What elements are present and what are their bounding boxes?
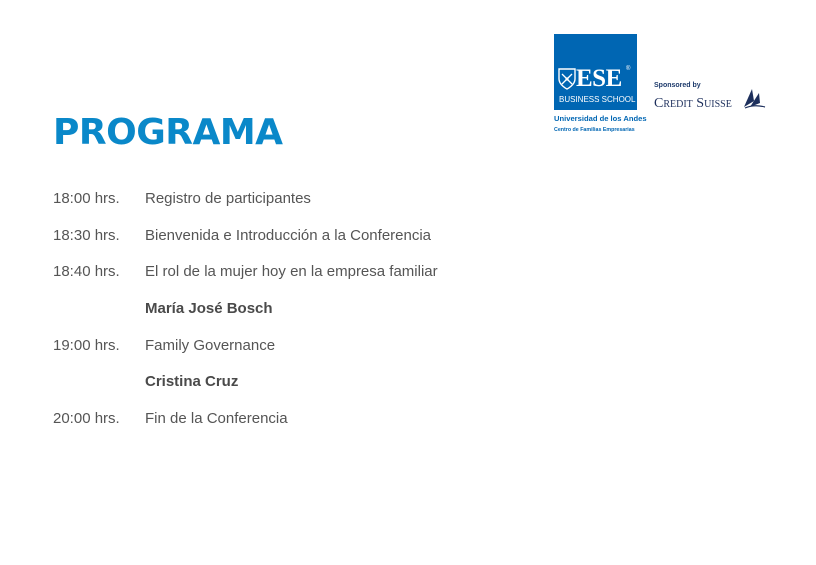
schedule-time: 18:40 hrs. <box>53 263 120 281</box>
credit-suisse-sails-icon <box>742 87 766 109</box>
speaker-name: María José Bosch <box>145 300 273 318</box>
ese-subtitle: BUSINESS SCHOOL <box>559 95 636 104</box>
schedule-desc: Registro de participantes <box>145 190 311 207</box>
schedule-desc: Fin de la Conferencia <box>145 410 288 428</box>
ese-university: Universidad de los Andes <box>554 114 647 123</box>
ese-centro: Centro de Familias Empresarias <box>554 127 635 133</box>
schedule-time: 19:00 hrs. <box>53 336 120 354</box>
registered-mark: ® <box>626 66 631 72</box>
schedule-time: 18:30 hrs. <box>53 226 120 244</box>
ese-business-school-logo <box>554 34 647 136</box>
schedule-time: 18:00 hrs. <box>53 190 120 207</box>
schedule-desc: Family Governance <box>145 336 276 354</box>
ese-logo-box <box>554 34 637 110</box>
sponsored-by-label: Sponsored by <box>654 82 701 89</box>
credit-suisse-wordmark: Credit Suisse <box>654 96 732 111</box>
sponsor-block <box>654 82 769 118</box>
schedule-desc: Bienvenida e Introducción a la Conferencia <box>145 226 432 244</box>
schedule-time: 20:00 hrs. <box>53 410 120 428</box>
shield-icon <box>558 68 576 90</box>
ese-wordmark: ESE <box>576 65 622 92</box>
speaker-name: Cristina Cruz <box>145 373 239 391</box>
page-title: PROGRAMA <box>53 112 283 153</box>
schedule-desc: El rol de la mujer hoy en la empresa familiar <box>145 263 438 281</box>
